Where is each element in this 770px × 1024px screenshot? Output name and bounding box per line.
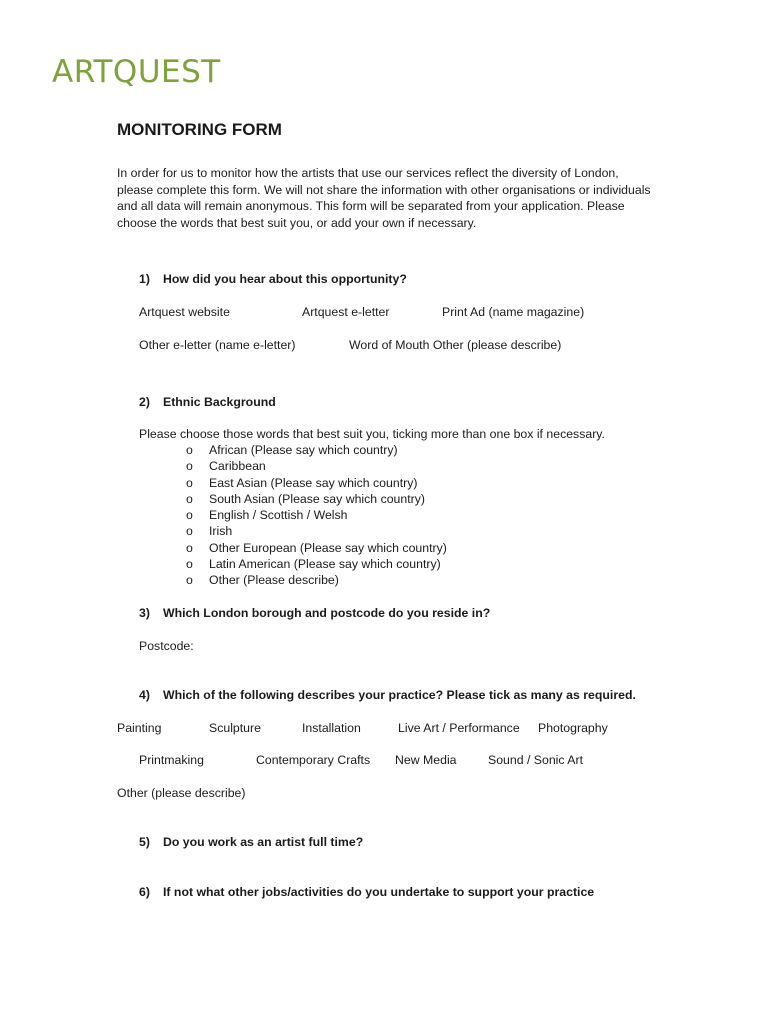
list-item[interactable]: o Other European (Please say which country) [186, 540, 447, 555]
question-text: Which of the following describes your practice? Please tick as many as required. [163, 688, 636, 702]
bullet-circle-icon: o [186, 475, 193, 490]
question-number: 5) [139, 835, 150, 849]
option-live-art[interactable]: Live Art / Performance [398, 721, 520, 735]
question-3 [139, 606, 490, 620]
option-printmaking[interactable]: Printmaking [139, 753, 204, 767]
question-number: 1) [139, 272, 150, 286]
option-sculpture[interactable]: Sculpture [209, 721, 261, 735]
ethnic-options-list [186, 442, 447, 589]
option-other-describe[interactable]: Other (please describe) [117, 786, 246, 800]
bullet-circle-icon: o [186, 524, 193, 539]
option-photography[interactable]: Photography [538, 721, 608, 735]
bullet-circle-icon: o [186, 508, 193, 523]
question-number: 6) [139, 885, 150, 899]
question-4 [139, 688, 636, 702]
bullet-circle-icon: o [186, 540, 193, 555]
question-text: Which London borough and postcode do you reside in? [163, 606, 491, 620]
option-painting[interactable]: Painting [117, 721, 162, 735]
bullet-circle-icon: o [186, 573, 193, 588]
page-title: MONITORING FORM [117, 120, 282, 139]
postcode-label[interactable]: Postcode: [139, 639, 194, 653]
option-installation[interactable]: Installation [302, 721, 361, 735]
bullet-circle-icon: o [186, 443, 193, 457]
question-number: 3) [139, 606, 150, 620]
question-1 [139, 272, 407, 286]
option-new-media[interactable]: New Media [395, 753, 457, 767]
artquest-logo: ARTQUEST [52, 54, 221, 90]
question-number: 4) [139, 688, 150, 702]
question-6 [139, 885, 594, 899]
question-text: How did you hear about this opportunity? [163, 272, 407, 286]
question-2 [139, 395, 276, 409]
bullet-circle-icon: o [186, 491, 193, 506]
bullet-circle-icon: o [186, 459, 193, 474]
option-word-of-mouth[interactable]: Word of Mouth Other (please describe) [349, 338, 562, 352]
question-text: Ethnic Background [163, 395, 276, 409]
list-item[interactable]: o South Asian (Please say which country) [186, 491, 425, 506]
list-item[interactable]: o Caribbean [186, 459, 266, 474]
ethnic-instruction: Please choose those words that best suit you, ticking more than one box if necessary. [139, 427, 605, 441]
question-number: 2) [139, 395, 150, 409]
bullet-circle-icon: o [186, 557, 193, 572]
question-5 [139, 835, 363, 849]
option-other-eletter[interactable]: Other e-letter (name e-letter) [139, 338, 296, 352]
option-contemporary-crafts[interactable]: Contemporary Crafts [256, 753, 371, 767]
list-item[interactable]: o African (Please say which country) [186, 443, 398, 457]
option-artquest-website[interactable]: Artquest website [139, 305, 230, 319]
option-artquest-eletter[interactable]: Artquest e-letter [302, 305, 390, 319]
list-item[interactable]: o English / Scottish / Welsh [186, 508, 348, 523]
list-item[interactable]: o Irish [186, 524, 233, 539]
option-sound-sonic-art[interactable]: Sound / Sonic Art [488, 753, 584, 767]
question-text: Do you work as an artist full time? [163, 835, 364, 849]
option-print-ad[interactable]: Print Ad (name magazine) [442, 305, 585, 319]
list-item[interactable]: o Other (Please describe) [186, 573, 339, 588]
intro-paragraph: In order for us to monitor how the artists that use our services reflect the diversity of London, please complete this form. We will not share the information with other organisations or individuals and all data will remain anonymous. This form will be separated from your application. Please choose the words that best suit you, or add your own if necessary. [117, 166, 651, 230]
list-item[interactable]: o East Asian (Please say which country) [186, 475, 418, 490]
question-text: If not what other jobs/activities do you undertake to support your practice [163, 885, 595, 899]
list-item[interactable]: o Latin American (Please say which country) [186, 557, 441, 572]
